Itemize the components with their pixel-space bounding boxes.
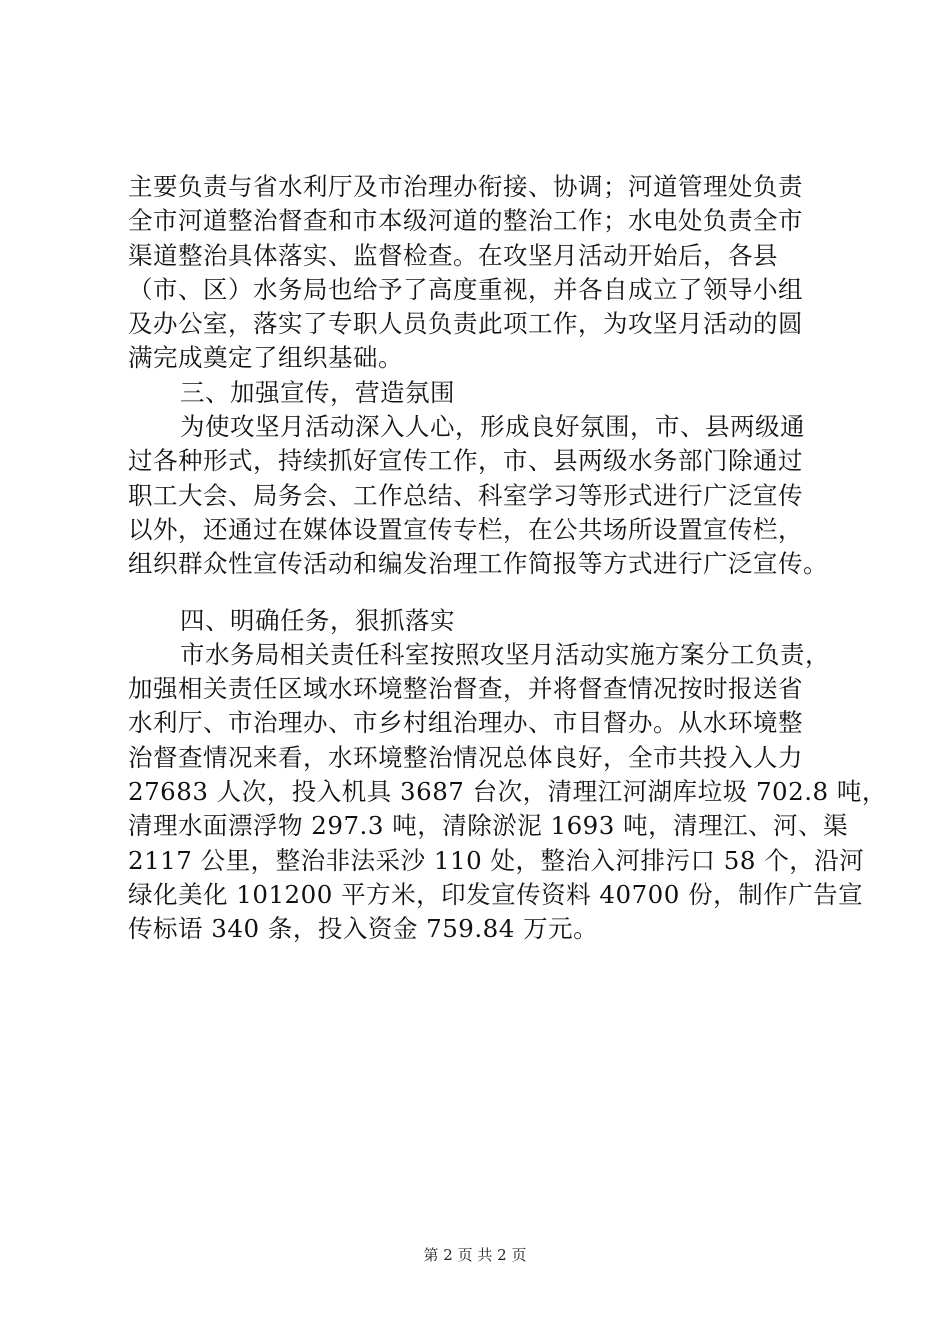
section-heading-3: 三、加强宣传，营造氛围 [180,377,455,407]
paragraph-line: 及办公室，落实了专职人员负责此项工作，为攻坚月活动的圆 [128,309,803,339]
paragraph-line: 市水务局相关责任科室按照攻坚月活动实施方案分工负责， [180,639,830,669]
paragraph-line: 清理水面漂浮物 297.3 吨，清除淤泥 1693 吨，清理江、河、渠 [128,811,849,841]
page-footer: 第 2 页 共 2 页 [423,1246,527,1264]
paragraph-line: 加强相关责任区域水环境整治督查，并将督查情况按时报送省 [128,674,803,704]
paragraph-line: 绿化美化 101200 平方米，印发宣传资料 40700 份，制作广告宣 [128,879,864,909]
paragraph-line: 主要负责与省水利厅及市治理办衔接、协调；河道管理处负责 [128,172,803,201]
paragraph-line: （市、区）水务局也给予了高度重视，并各自成立了领导小组 [128,274,803,304]
paragraph-line: 职工大会、局务会、工作总结、科室学习等形式进行广泛宣传 [128,480,803,510]
paragraph-line: 治督查情况来看，水环境整治情况总体良好，全市共投入人力 [128,742,803,772]
paragraph-line: 以外，还通过在媒体设置宣传专栏，在公共场所设置宣传栏， [128,514,803,544]
paragraph-line: 为使攻坚月活动深入人心，形成良好氛围，市、县两级通 [180,412,805,442]
paragraph-gap [128,582,863,604]
paragraph-line: 2117 公里，整治非法采沙 110 处，整治入河排污口 58 个，沿河 [128,845,865,875]
paragraph-line: 传标语 340 条，投入资金 759.84 万元。 [128,914,599,944]
paragraph-line: 满完成奠定了组织基础。 [128,343,403,373]
document-body [128,170,887,947]
paragraph-line: 渠道整治具体落实、监督检查。在攻坚月活动开始后，各县 [128,240,778,270]
section-heading-4: 四、明确任务，狠抓落实 [180,605,455,635]
paragraph-line: 27683 人次，投入机具 3687 台次，清理江河湖库垃圾 702.8 吨， [128,777,887,807]
paragraph-line: 水利厅、市治理办、市乡村组治理办、市目督办。从水环境整 [128,708,803,738]
paragraph-line: 组织群众性宣传活动和编发治理工作简报等方式进行广泛宣传。 [128,549,828,579]
paragraph-line: 全市河道整治督查和市本级河道的整治工作；水电处负责全市 [128,206,803,236]
paragraph-line: 过各种形式，持续抓好宣传工作，市、县两级水务部门除通过 [128,446,803,476]
